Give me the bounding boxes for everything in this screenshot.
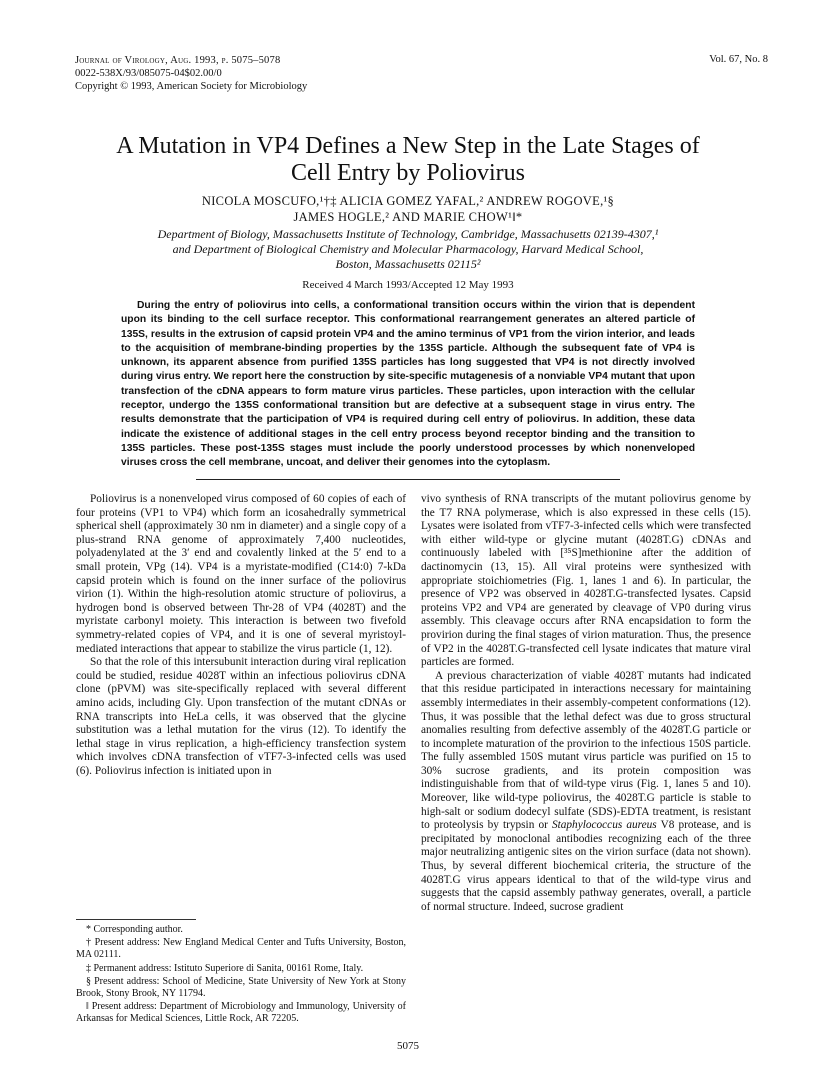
page-number: 5075 <box>397 1040 419 1052</box>
affiliation-line-2: and Department of Biological Chemistry and Molecular Pharmacology, Harvard Medical School, <box>172 242 644 256</box>
body-paragraph <box>421 670 751 915</box>
footnote: ‖ Present address: Department of Microbiology and Immunology, University of Arkansas for Medical Sciences, Little Rock, AR 72205. <box>76 1001 406 1025</box>
body-column-right <box>421 493 751 914</box>
copyright-line: Copyright © 1993, American Society for Microbiology <box>75 81 308 92</box>
volume-issue: Vol. 67, No. 8 <box>709 54 768 65</box>
body-paragraph: vivo synthesis of RNA transcripts of the mutant poliovirus genome by the T7 RNA polymerase, which is also expressed in these cells (15). Lysates were isolated from vTF7-3-infected cells which were transfected with either wild-type or glycine mutant (4028T.G) cDNAs and continuously labeled with [³⁵S]methionine after the addition of dactinomycin (13, 15). All viral proteins were synthesized with appropriate stoichiometries (Fig. 1, lanes 1 and 6). In particular, the presence of VP2 was observed in 4028T.G-transfected lysates. Capsid proteins VP2 and VP4 are generated by cleavage of VP0 during virus assembly. This cleavage occurs after RNA encapsidation to form the provirion during the final stages of virion maturation. Thus, the presence of VP2 in the 4028T.G-transfected cell lysate indicates that mature viral particles are formed. <box>421 493 751 669</box>
species-name: Staphylococcus aureus <box>551 819 657 832</box>
affiliations <box>110 227 706 272</box>
body-paragraph: So that the role of this intersubunit interaction during viral replication could be studied, residue 4028T within an infectious poliovirus cDNA clone (pPVM) was site-specifically replaced with several different amino acids, including Gly. Upon transfection of the mutant cDNAs or RNA transcripts into HeLa cells, it was observed that the glycine substitution was a lethal mutation for the virus (12). To identify the lethal stage in virus replication, a high-efficiency transfection system which involves cDNA transfection of vTF7-3-infected cells was used (6). Poliovirus infection is initiated upon in <box>76 656 406 777</box>
received-dates: Received 4 March 1993/Accepted 12 May 1993 <box>302 279 514 291</box>
abstract: During the entry of poliovirus into cells, a conformational transition occurs within the virion that is dependent upon its binding to the cell surface receptor. This conformational rearrangement generates an altered particle of 135S, results in the extrusion of capsid protein VP4 and the amino terminus of VP1 from the virion interior, and leads to the acquisition of membrane-binding properties by the 135S particle. Although the subsequent fate of VP4 is unknown, its apparent absence from purified 135S particles has long suggested that VP4 is not directly involved during virus entry. We report here the construction by site-specific mutagenesis of a nonviable VP4 mutant that upon transfection of the cDNA appears to form mature virus particles. These particles, upon interaction with the cellular receptor, undergo the 135S conformational transition but are defective at a subsequent stage in virus entry. The results demonstrate that the participation of VP4 is required during cell entry of poliovirus. In addition, these data indicate the existence of additional stages in the cell entry process beyond receptor binding and the transition to 135S particles. These post-135S stages must include the poorly understood processes by which nonenveloped viruses cross the cell membrane, uncoat, and deliver their genomes into the cytoplasm. <box>121 300 695 469</box>
footnote: † Present address: New England Medical Center and Tufts University, Boston, MA 02111. <box>76 937 406 961</box>
authors-line-2: JAMES HOGLE,² AND MARIE CHOW¹‖* <box>293 210 523 224</box>
body-column-left <box>76 493 406 778</box>
author-list <box>100 193 716 225</box>
body-text: A previous characterization of viable 4028T mutants had indicated that this residue participated in interactions necessary for maintaining assembly intermediates in their assembly-competent conformations (12). Thus, it was possible that the lethal defect was due to gross structural anomalies resulting from defective assembly of the 4028T.G particle or to incomplete maturation of the provirion to the infectious 150S particle. The fully assembled 150S mutant virus particle was purified on 15 to 30% sucrose gradients, and its protein composition was indistinguishable from that of wild-type virus (Fig. 1, lanes 5 and 10). Moreover, like wild-type poliovirus, the 4028T.G particle is stable to high-salt or sodium dodecyl sulfate (SDS)-EDTA treatment, is resistant to proteolysis by trypsin or <box>421 669 751 832</box>
footnotes <box>76 924 406 1027</box>
affiliation-line-1: Department of Biology, Massachusetts Institute of Technology, Cambridge, Massachusetts 02139-4307,¹ <box>157 227 659 241</box>
authors-line-1: NICOLA MOSCUFO,¹†‡ ALICIA GOMEZ YAFAL,² ANDREW ROGOVE,¹§ <box>201 194 615 208</box>
affiliation-line-3: Boston, Massachusetts 02115² <box>335 257 481 271</box>
body-paragraph: Poliovirus is a nonenveloped virus composed of 60 copies of each of four proteins (VP1 to VP4) which form an icosahedrally symmetrical spherical shell (approximately 30 nm in diameter) and a single copy of a plus-strand RNA genome of approximately 7,400 nucleotides, polyadenylated at the 3′ end and covalently linked at the 5′ end to a small protein, VPg (14). VP4 is a myristate-modified (C14:0) 7-kDa capsid protein which is found on the inner surface of the poliovirus virion (1). Within the high-resolution atomic structure of poliovirus, a hydrogen bond is observed between Thr-28 of VP4 (4028T) and the myristate carbonyl moiety. This interaction is between two fivefold symmetry-related copies of VP4, and it is one of several myristoyl-mediated interactions that appear to stabilize the virus particle (1, 12). <box>76 493 406 655</box>
article-title: A Mutation in VP4 Defines a New Step in the Late Stages of Cell Entry by Poliovirus <box>116 133 700 186</box>
running-header <box>75 54 307 93</box>
footnote: * Corresponding author. <box>86 924 183 935</box>
footnote-divider <box>76 919 196 920</box>
abstract-divider <box>196 479 620 480</box>
journal-citation: Journal of Virology, Aug. 1993, p. 5075–5078 <box>75 55 281 66</box>
footnote: § Present address: School of Medicine, State University of New York at Stony Brook, Stony Brook, NY 11794. <box>76 975 406 1000</box>
issn-line: 0022-538X/93/085075-04$02.00/0 <box>75 68 222 79</box>
body-text: V8 protease, and is precipitated by monoclonal antibodies recognizing each of the three major neutralizing antigenic sites on the virion surface (data not shown). Thus, by several different biochemical criteria, the structure of the 4028T.G virus appears identical to that of the wild-type virus and suggests that the capsid assembly pathway generates, overall, a particle of normal structure. Indeed, sucrose gradient <box>421 819 751 913</box>
footnote: ‡ Permanent address: Istituto Superiore di Sanita, 00161 Rome, Italy. <box>86 962 364 974</box>
